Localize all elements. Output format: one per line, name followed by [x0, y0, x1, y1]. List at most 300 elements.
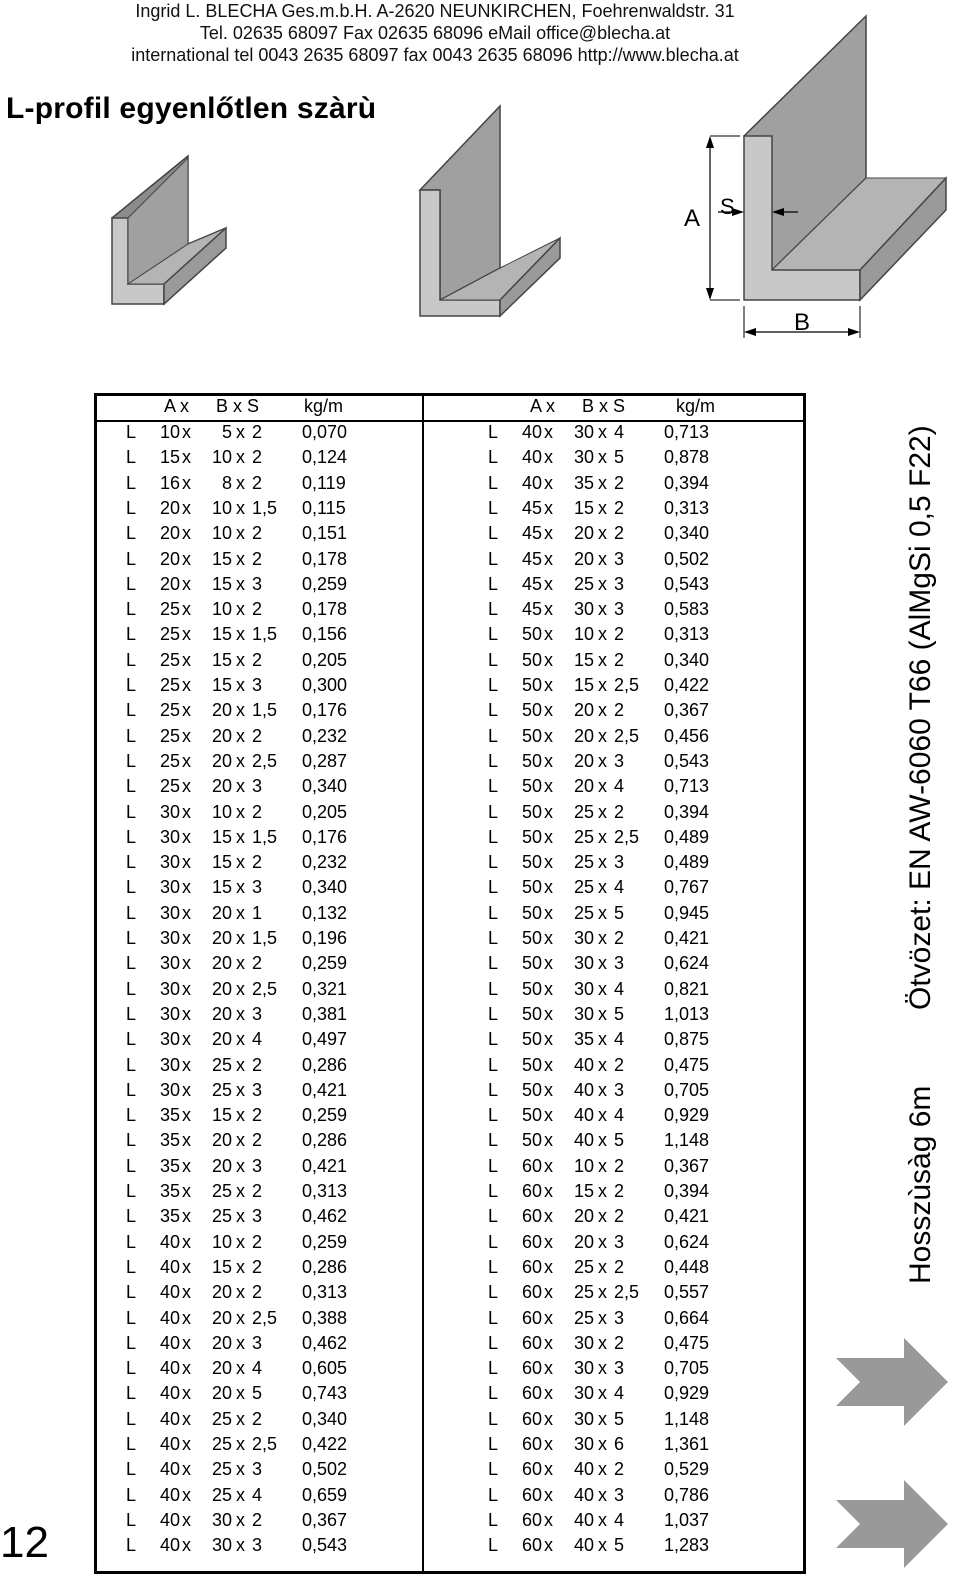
- table-row: [126, 901, 386, 927]
- table-row: [126, 1457, 386, 1483]
- weight-kg-m: 0,421: [664, 928, 710, 948]
- table-row: [488, 1483, 748, 1509]
- dim-s: 2: [614, 1206, 625, 1227]
- table-row: [488, 1204, 748, 1230]
- x-sep: x: [544, 1003, 553, 1024]
- dim-a: 30: [159, 1079, 180, 1100]
- dim-a: 40: [159, 1509, 180, 1530]
- x-sep: x: [236, 1459, 245, 1480]
- x-sep: x: [598, 953, 607, 974]
- dim-a: 30: [159, 1029, 180, 1050]
- dim-b: 35: [573, 1029, 594, 1050]
- weight-kg-m: 0,394: [664, 472, 710, 493]
- dim-s: 2: [614, 649, 625, 670]
- dim-s: 2: [252, 649, 263, 670]
- x-sep: x: [236, 1105, 245, 1126]
- weight-kg-m: 0,313: [302, 1181, 348, 1201]
- x-sep: x: [544, 928, 553, 948]
- x-sep: x: [544, 826, 553, 847]
- dim-s: 2: [614, 1256, 625, 1277]
- profile-type: L: [126, 649, 137, 670]
- x-sep: x: [182, 1105, 191, 1126]
- profile-type: L: [126, 776, 137, 797]
- weight-kg-m: 0,945: [664, 902, 710, 923]
- profile-type: L: [126, 953, 137, 974]
- dim-b: 30: [573, 1383, 594, 1404]
- dim-a: 60: [521, 1206, 542, 1227]
- dim-a: 50: [521, 1105, 542, 1126]
- dim-b: 20: [573, 725, 594, 746]
- table-row: [126, 572, 386, 598]
- x-sep: x: [544, 1509, 553, 1530]
- x-sep: x: [236, 877, 245, 898]
- next-arrow-icon: [836, 1480, 948, 1568]
- dim-b: 15: [573, 1181, 594, 1201]
- dim-s: 3: [252, 1003, 263, 1024]
- profile-type: L: [126, 1105, 137, 1126]
- table-row: [488, 724, 748, 750]
- dim-s: 2: [252, 472, 263, 493]
- profile-type: L: [126, 978, 137, 999]
- x-sep: x: [182, 497, 191, 518]
- profile-type: L: [488, 1105, 499, 1126]
- x-sep: x: [236, 700, 245, 721]
- dim-b: 15: [573, 675, 594, 695]
- header-a: A x: [164, 396, 190, 416]
- x-sep: x: [544, 776, 553, 797]
- dim-a: 35: [159, 1130, 180, 1151]
- dim-b: 15: [211, 649, 232, 670]
- x-sep: x: [544, 1282, 553, 1303]
- profile-type: L: [488, 1408, 499, 1429]
- profile-type: L: [126, 801, 137, 822]
- dim-a: 10: [159, 422, 180, 442]
- profile-type: L: [488, 1307, 499, 1328]
- weight-kg-m: 0,462: [302, 1206, 348, 1227]
- length-label: Hosszùsàg 6m: [904, 1085, 937, 1284]
- profile-type: L: [126, 1054, 137, 1075]
- profile-type: L: [488, 1434, 499, 1454]
- dim-a: 40: [159, 1282, 180, 1303]
- dim-b: 25: [211, 1484, 232, 1505]
- header-line-1: Ingrid L. BLECHA Ges.m.b.H. A-2620 NEUNKIRCHEN, Foehrenwaldstr. 31: [135, 1, 735, 21]
- profile-type: L: [488, 953, 499, 974]
- x-sep: x: [598, 877, 607, 898]
- dim-s: 5: [614, 447, 625, 468]
- dim-b: 10: [211, 599, 232, 620]
- dim-b: 15: [211, 1256, 232, 1277]
- table-row: [488, 521, 748, 547]
- table-row: [126, 420, 386, 446]
- table-row: [126, 926, 386, 952]
- dim-a: 40: [159, 1383, 180, 1404]
- dim-s: 3: [252, 1155, 263, 1176]
- x-sep: x: [598, 1459, 607, 1480]
- weight-kg-m: 0,340: [664, 649, 710, 670]
- table-row: [488, 1027, 748, 1053]
- x-sep: x: [182, 649, 191, 670]
- table-row: [488, 1407, 748, 1433]
- dim-s: 5: [614, 1130, 625, 1151]
- profile-type: L: [126, 1003, 137, 1024]
- profile-type: L: [126, 902, 137, 923]
- x-sep: x: [182, 599, 191, 620]
- x-sep: x: [182, 776, 191, 797]
- dim-s: 1: [252, 902, 263, 923]
- profile-type: L: [126, 497, 137, 518]
- weight-kg-m: 0,448: [664, 1256, 710, 1277]
- x-sep: x: [182, 928, 191, 948]
- table-row: [126, 1407, 386, 1433]
- x-sep: x: [236, 953, 245, 974]
- x-sep: x: [182, 447, 191, 468]
- dim-b: 20: [211, 1332, 232, 1353]
- table-row: [126, 1179, 386, 1205]
- x-sep: x: [236, 1181, 245, 1201]
- profile-type: L: [126, 928, 137, 948]
- profile-type: L: [488, 1535, 499, 1556]
- profile-type: L: [126, 852, 137, 873]
- dim-b: 15: [573, 649, 594, 670]
- x-sep: x: [182, 1307, 191, 1328]
- dim-b: 20: [211, 1003, 232, 1024]
- profile-type: L: [126, 1535, 137, 1556]
- weight-kg-m: 0,119: [302, 472, 346, 493]
- dim-a: 50: [521, 1079, 542, 1100]
- weight-kg-m: 0,287: [302, 750, 348, 771]
- dim-b: 15: [211, 1105, 232, 1126]
- dim-s: 1,5: [252, 624, 278, 645]
- x-sep: x: [236, 1509, 245, 1530]
- profile-type: L: [126, 700, 137, 721]
- weight-kg-m: 0,475: [664, 1332, 710, 1353]
- dim-b: 25: [211, 1054, 232, 1075]
- table-row: [488, 951, 748, 977]
- dim-a: 60: [521, 1408, 542, 1429]
- weight-kg-m: 0,583: [664, 599, 710, 620]
- dim-s: 2: [252, 1231, 263, 1252]
- profile-type: L: [126, 523, 137, 544]
- x-sep: x: [182, 1003, 191, 1024]
- table-row: [126, 521, 386, 547]
- x-sep: x: [182, 1509, 191, 1530]
- weight-kg-m: 0,529: [664, 1459, 710, 1480]
- table-row: [488, 1103, 748, 1129]
- weight-kg-m: 0,259: [302, 573, 348, 594]
- x-sep: x: [544, 649, 553, 670]
- dim-a: 40: [159, 1332, 180, 1353]
- x-sep: x: [182, 1535, 191, 1556]
- weight-kg-m: 0,259: [302, 1105, 348, 1126]
- dim-a: 60: [521, 1332, 542, 1353]
- dim-s: 2: [252, 801, 263, 822]
- x-sep: x: [598, 447, 607, 468]
- dim-b: 25: [211, 1079, 232, 1100]
- dim-b: 30: [573, 447, 594, 468]
- weight-kg-m: 0,205: [302, 801, 348, 822]
- weight-kg-m: 0,381: [302, 1003, 348, 1024]
- x-sep: x: [544, 1459, 553, 1480]
- dim-s: 3: [614, 1358, 625, 1379]
- profile-type: L: [126, 422, 137, 442]
- profile-type: L: [488, 978, 499, 999]
- dim-b: 20: [573, 776, 594, 797]
- profile-type: L: [488, 902, 499, 923]
- dim-s: 2: [614, 1459, 625, 1480]
- weight-kg-m: 0,313: [664, 624, 710, 645]
- x-sep: x: [544, 1206, 553, 1227]
- header-line-3: international tel 0043 2635 68097 fax 0043 2635 68096 http://www.blecha.at: [131, 45, 739, 65]
- table-row: [488, 1356, 748, 1382]
- table-header-left: [164, 394, 414, 420]
- x-sep: x: [236, 1206, 245, 1227]
- weight-kg-m: 0,502: [302, 1459, 348, 1480]
- x-sep: x: [544, 700, 553, 721]
- dim-a: 45: [521, 497, 542, 518]
- dim-s: 2: [252, 953, 263, 974]
- x-sep: x: [182, 1434, 191, 1454]
- dim-s: 2: [252, 523, 263, 544]
- weight-kg-m: 0,313: [302, 1282, 348, 1303]
- dim-a: 40: [159, 1484, 180, 1505]
- dim-a: 40: [159, 1408, 180, 1429]
- profile-type: L: [488, 877, 499, 898]
- dim-a: 40: [159, 1307, 180, 1328]
- dim-b: 40: [573, 1509, 594, 1530]
- dim-a: 50: [521, 852, 542, 873]
- dim-s: 2: [252, 1509, 263, 1530]
- profile-type: L: [126, 1079, 137, 1100]
- dim-b: 30: [573, 1358, 594, 1379]
- dim-b: 10: [211, 447, 232, 468]
- profile-type: L: [126, 725, 137, 746]
- dim-a: 25: [159, 750, 180, 771]
- table-row: [126, 1078, 386, 1104]
- dim-s: 4: [614, 776, 625, 797]
- dim-a: 35: [159, 1206, 180, 1227]
- profile-type: L: [488, 1003, 499, 1024]
- table-row: [488, 800, 748, 826]
- x-sep: x: [598, 523, 607, 544]
- weight-kg-m: 0,605: [302, 1358, 348, 1379]
- weight-kg-m: 1,013: [664, 1003, 710, 1024]
- dimension-label-s: S: [720, 194, 735, 219]
- x-sep: x: [598, 801, 607, 822]
- profile-type: L: [488, 649, 499, 670]
- x-sep: x: [598, 1206, 607, 1227]
- weight-kg-m: 0,659: [302, 1484, 348, 1505]
- dim-b: 20: [211, 978, 232, 999]
- profile-type: L: [488, 852, 499, 873]
- x-sep: x: [598, 1130, 607, 1151]
- dim-s: 2: [252, 1282, 263, 1303]
- profile-type: L: [126, 1155, 137, 1176]
- profile-type: L: [488, 1332, 499, 1353]
- dim-a: 20: [159, 497, 180, 518]
- table-row: [126, 951, 386, 977]
- weight-kg-m: 0,743: [302, 1383, 348, 1404]
- weight-kg-m: 0,176: [302, 700, 348, 721]
- dim-b: 20: [211, 1358, 232, 1379]
- x-sep: x: [544, 852, 553, 873]
- x-sep: x: [236, 801, 245, 822]
- weight-kg-m: 0,286: [302, 1054, 348, 1075]
- weight-kg-m: 0,367: [664, 700, 710, 721]
- weight-kg-m: 0,421: [664, 1206, 710, 1227]
- dim-s: 2,5: [252, 978, 278, 999]
- dim-a: 50: [521, 826, 542, 847]
- dim-s: 2: [252, 1256, 263, 1277]
- x-sep: x: [598, 573, 607, 594]
- profile-type: L: [126, 472, 137, 493]
- x-sep: x: [544, 675, 553, 695]
- weight-kg-m: 0,340: [302, 776, 348, 797]
- dim-s: 2: [614, 801, 625, 822]
- dim-s: 3: [252, 1206, 263, 1227]
- dim-b: 40: [573, 1484, 594, 1505]
- dim-s: 4: [614, 1383, 625, 1404]
- dim-a: 50: [521, 675, 542, 695]
- x-sep: x: [182, 1029, 191, 1050]
- weight-kg-m: 0,929: [664, 1383, 710, 1404]
- x-sep: x: [598, 497, 607, 518]
- dim-a: 45: [521, 599, 542, 620]
- dim-b: 20: [573, 700, 594, 721]
- x-sep: x: [544, 1434, 553, 1454]
- dim-a: 50: [521, 1130, 542, 1151]
- x-sep: x: [236, 497, 245, 518]
- x-sep: x: [544, 1484, 553, 1505]
- dim-s: 1,5: [252, 700, 278, 721]
- profile-type: L: [488, 1231, 499, 1252]
- dim-s: 3: [614, 548, 625, 569]
- profile-type: L: [488, 472, 499, 493]
- weight-kg-m: 0,713: [664, 776, 710, 797]
- x-sep: x: [236, 1155, 245, 1176]
- x-sep: x: [598, 1332, 607, 1353]
- x-sep: x: [182, 472, 191, 493]
- dim-a: 20: [159, 548, 180, 569]
- dim-b: 20: [211, 1307, 232, 1328]
- table-row: [488, 850, 748, 876]
- x-sep: x: [182, 953, 191, 974]
- x-sep: x: [598, 928, 607, 948]
- profile-illustrations: [0, 0, 960, 360]
- x-sep: x: [236, 1535, 245, 1556]
- dim-b: 35: [573, 472, 594, 493]
- dim-b: 30: [573, 928, 594, 948]
- profile-type: L: [488, 599, 499, 620]
- profile-type: L: [126, 1434, 137, 1454]
- dim-b: 25: [573, 573, 594, 594]
- dim-a: 50: [521, 1054, 542, 1075]
- x-sep: x: [598, 1408, 607, 1429]
- dim-a: 25: [159, 675, 180, 695]
- dim-b: 20: [211, 902, 232, 923]
- dim-s: 2: [614, 700, 625, 721]
- x-sep: x: [598, 1535, 607, 1556]
- dim-s: 2: [252, 1105, 263, 1126]
- dim-s: 2,5: [252, 1434, 278, 1454]
- x-sep: x: [236, 852, 245, 873]
- dim-a: 60: [521, 1484, 542, 1505]
- table-row: [488, 1331, 748, 1357]
- table-row: [488, 1053, 748, 1079]
- dim-b: 25: [211, 1459, 232, 1480]
- x-sep: x: [598, 1155, 607, 1176]
- x-sep: x: [544, 1535, 553, 1556]
- profile-type: L: [488, 1358, 499, 1379]
- table-row: [126, 1331, 386, 1357]
- table-row: [126, 749, 386, 775]
- weight-kg-m: 0,543: [664, 750, 710, 771]
- x-sep: x: [236, 447, 245, 468]
- x-sep: x: [236, 725, 245, 746]
- table-row: [126, 1053, 386, 1079]
- table-row: [126, 850, 386, 876]
- table-row: [126, 1432, 386, 1458]
- x-sep: x: [236, 1358, 245, 1379]
- dim-s: 3: [252, 877, 263, 898]
- x-sep: x: [182, 877, 191, 898]
- dim-a: 25: [159, 599, 180, 620]
- dim-s: 2: [614, 497, 625, 518]
- x-sep: x: [544, 953, 553, 974]
- profile-type: L: [126, 1256, 137, 1277]
- dimension-label-b: B: [794, 309, 811, 336]
- weight-kg-m: 0,489: [664, 826, 710, 847]
- profile-type: L: [488, 1282, 499, 1303]
- dim-a: 50: [521, 624, 542, 645]
- x-sep: x: [182, 1282, 191, 1303]
- weight-kg-m: 0,367: [664, 1155, 710, 1176]
- table-row: [126, 1356, 386, 1382]
- dim-s: 5: [614, 1535, 625, 1556]
- dim-s: 2: [252, 1054, 263, 1075]
- dim-b: 40: [573, 1130, 594, 1151]
- x-sep: x: [182, 826, 191, 847]
- dim-s: 3: [614, 1079, 625, 1100]
- x-sep: x: [598, 1181, 607, 1201]
- dim-s: 4: [252, 1358, 263, 1379]
- dim-s: 2,5: [252, 750, 278, 771]
- profile-type: L: [126, 826, 137, 847]
- table-row: [488, 1432, 748, 1458]
- x-sep: x: [544, 1105, 553, 1126]
- x-sep: x: [544, 1130, 553, 1151]
- dim-a: 45: [521, 548, 542, 569]
- x-sep: x: [544, 447, 553, 468]
- x-sep: x: [544, 422, 553, 442]
- x-sep: x: [236, 1434, 245, 1454]
- dim-b: 40: [573, 1459, 594, 1480]
- x-sep: x: [236, 624, 245, 645]
- dim-b: 10: [573, 624, 594, 645]
- x-sep: x: [544, 1358, 553, 1379]
- x-sep: x: [598, 1079, 607, 1100]
- x-sep: x: [236, 1484, 245, 1505]
- x-sep: x: [598, 675, 607, 695]
- weight-kg-m: 0,543: [302, 1535, 348, 1556]
- profile-type: L: [126, 548, 137, 569]
- table-row: [126, 1002, 386, 1028]
- x-sep: x: [236, 649, 245, 670]
- table-row: [488, 622, 748, 648]
- weight-kg-m: 0,388: [302, 1307, 348, 1328]
- dim-a: 50: [521, 801, 542, 822]
- dim-s: 3: [614, 750, 625, 771]
- table-row: [126, 1128, 386, 1154]
